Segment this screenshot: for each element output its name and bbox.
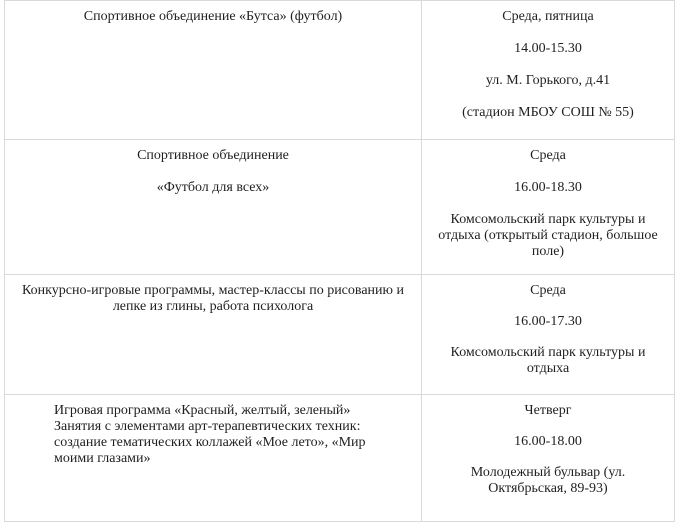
schedule-cell — [422, 395, 675, 522]
table-row — [5, 1, 675, 140]
activity-text: «Футбол для всех» — [156, 180, 270, 195]
schedule-address: ул. М. Горького, д.41 — [485, 73, 611, 88]
schedule-days: Среда — [530, 283, 566, 298]
schedule-time: 14.00-15.30 — [514, 41, 582, 56]
table-row — [5, 395, 675, 522]
schedule-cell — [422, 1, 675, 140]
schedule-time: 16.00-18.00 — [514, 434, 582, 449]
schedule-location: Комсомольский парк культуры и отдыха — [450, 345, 646, 376]
schedule-place: (стадион МБОУ СОШ № 55) — [462, 105, 634, 120]
activity-text: Спортивное объединение — [137, 148, 289, 163]
table-row — [5, 275, 675, 395]
activity-cell — [5, 395, 422, 522]
table-row — [5, 140, 675, 275]
schedule-time: 16.00-18.30 — [514, 180, 582, 195]
schedule-days: Среда — [530, 148, 566, 163]
activity-text: Занятия с элементами арт-терапевтических техник: создание тематических коллажей «Мое лето», «Мир моими глазами» — [54, 419, 366, 466]
schedule-days: Среда, пятница — [502, 9, 594, 24]
activity-text: Спортивное объединение «Бутса» (футбол) — [83, 9, 343, 24]
schedule-table — [4, 0, 675, 522]
activity-cell — [5, 275, 422, 395]
activity-cell — [5, 140, 422, 275]
activity-text: Игровая программа «Красный, желтый, зеленый» — [54, 403, 351, 418]
schedule-location: Молодежный бульвар (ул. Октябрьская, 89-93) — [470, 465, 626, 496]
activity-text: Конкурсно-игровые программы, мастер-классы по рисованию и лепке из глины, работа психолога — [22, 283, 404, 314]
activity-block — [54, 403, 372, 467]
schedule-cell — [422, 275, 675, 395]
schedule-location: Комсомольский парк культуры и отдыха (открытый стадион, большое поле) — [438, 212, 658, 259]
schedule-time: 16.00-17.30 — [514, 314, 582, 329]
activity-cell — [5, 1, 422, 140]
schedule-days: Четверг — [524, 403, 572, 418]
schedule-cell — [422, 140, 675, 275]
